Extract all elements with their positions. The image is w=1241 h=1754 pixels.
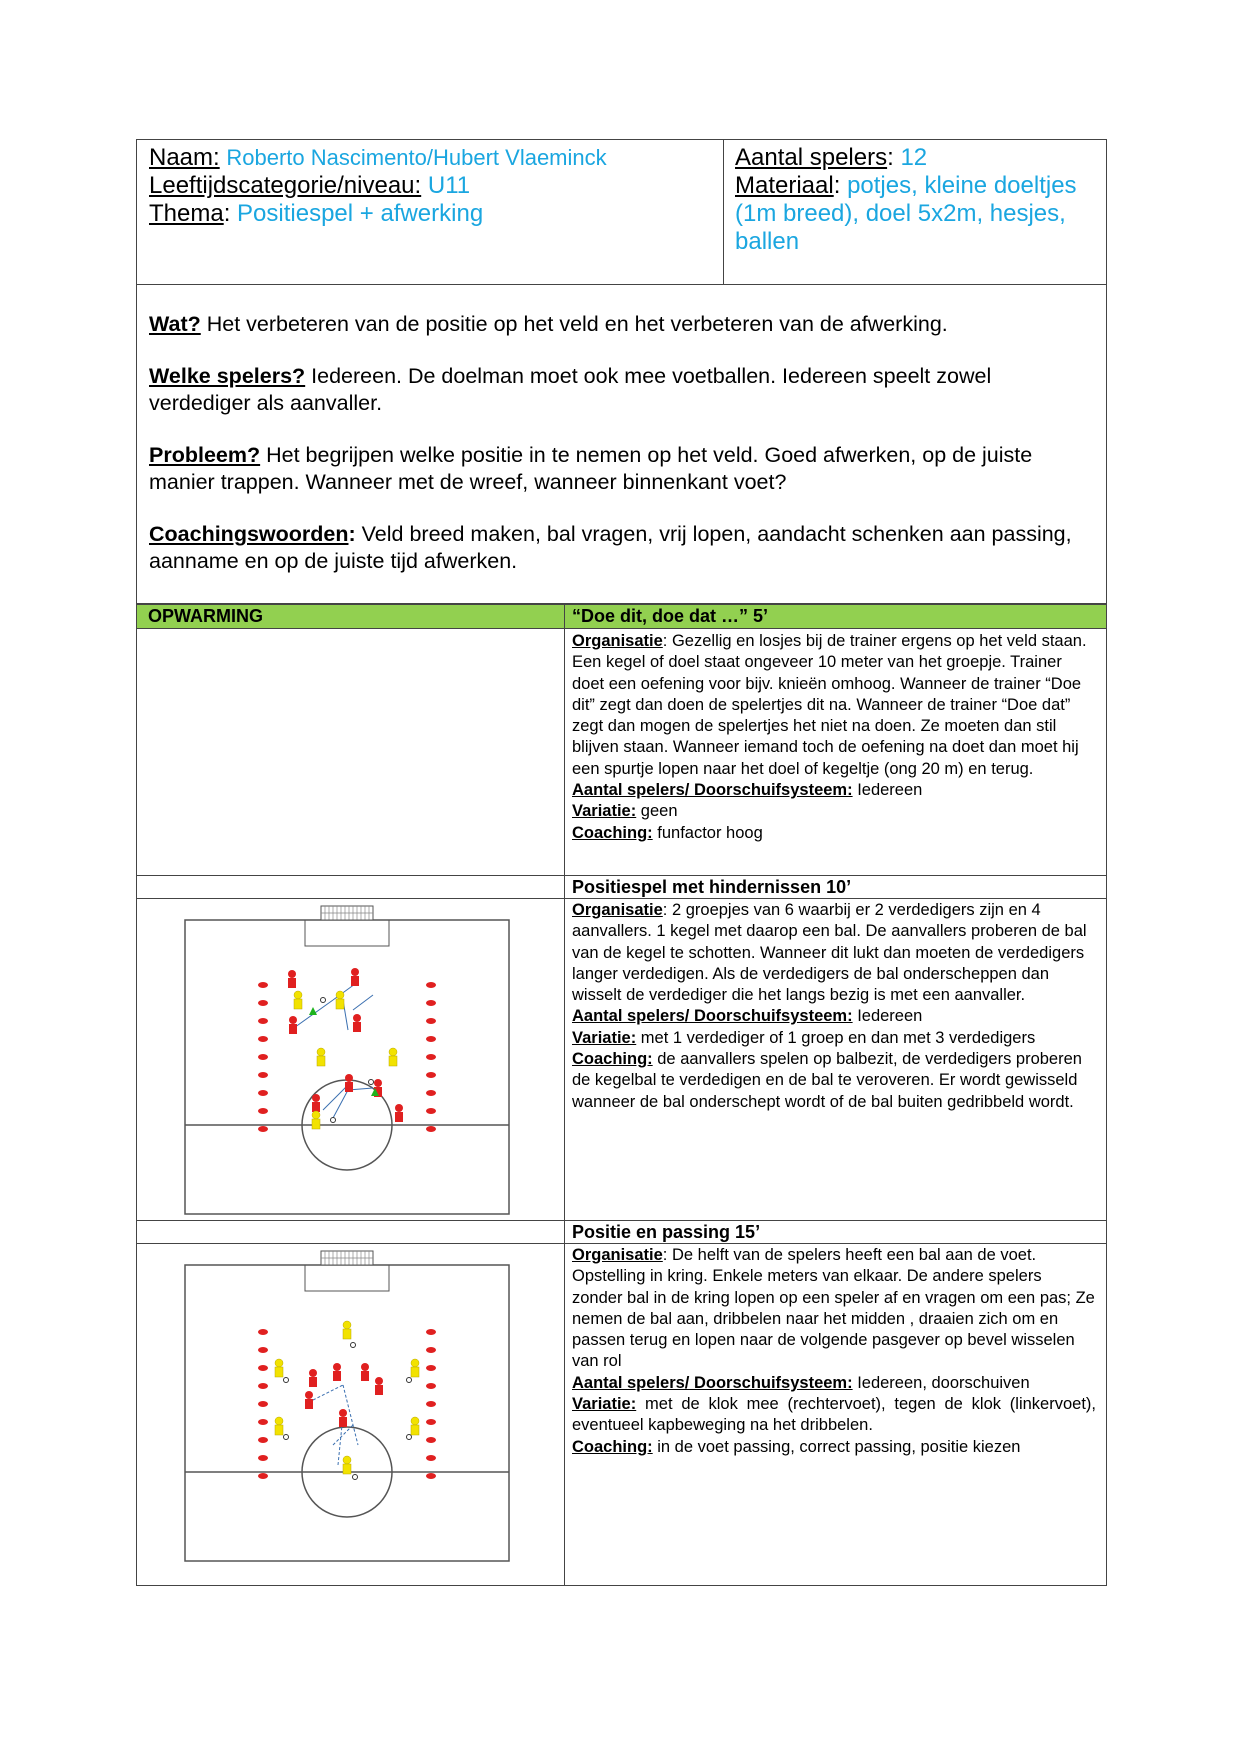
ex3-aantal-label: Aantal spelers/ Doorschuifsysteem: <box>572 1373 853 1392</box>
wat-label: Wat? <box>149 312 201 336</box>
ex3-coaching-label: Coaching: <box>572 1437 653 1456</box>
warmup-header-bar <box>137 605 1106 629</box>
pitch-diagram-positiespel <box>183 900 513 1218</box>
ex2-coaching-label: Coaching: <box>572 1050 653 1069</box>
materiaal-colon: : <box>833 172 841 199</box>
column-divider <box>564 605 565 1585</box>
probleem-text: Het begrijpen welke positie in te nemen op het veld. Goed afwerken, op de juiste manier trappen. Wanneer met de wreef, wanneer binnenkant voet? <box>149 443 1033 494</box>
coaching-text: Veld breed maken, bal vragen, vrij lopen, aandacht schenken aan passing, aanname en op de juiste tijd afwerken. <box>149 522 1072 573</box>
naam-label: Naam: <box>149 144 220 171</box>
thema-line <box>149 200 723 228</box>
warmup-aantal-text: Iedereen <box>852 781 923 800</box>
warmup-coaching-label: Coaching: <box>572 823 653 842</box>
welke-label: Welke spelers? <box>149 364 306 388</box>
ex3-variatie-text: met de klok mee (rechtervoet), tegen de klok (linkervoet), eventueel kapbeweging na het dribbelen. <box>572 1395 1096 1435</box>
spelers-label: Aantal spelers <box>735 144 888 171</box>
row-divider <box>137 898 1106 899</box>
ex2-aantal-text: Iedereen <box>852 1007 923 1026</box>
ex3-org-label: Organisatie <box>572 1246 663 1264</box>
thema-value: Positiespel + afwerking <box>237 200 484 227</box>
warmup-aantal-label: Aantal spelers/ Doorschuifsysteem: <box>572 781 853 800</box>
coaching-colon: : <box>348 522 356 546</box>
ex2-variatie-label: Variatie: <box>572 1028 637 1047</box>
naam-value: Roberto Nascimento/Hubert Vlaeminck <box>226 145 607 170</box>
welke-text: Iedereen. De doelman moet ook mee voetballen. Iedereen speelt zowel verdediger als aanvaller. <box>149 364 992 415</box>
ex2-coaching-text: de aanvallers spelen op balbezit, de verdedigers proberen de kegelbal te verdedigen en de bal te veroveren. Er wordt gewisseld wanneer de bal onderschept wordt of de bal buiten gedribbeld wordt. <box>572 1050 1082 1111</box>
pitch-diagram-passing <box>183 1245 513 1567</box>
warmup-variatie-text: geen <box>636 802 678 821</box>
materiaal-value: potjes, kleine doeltjes (1m breed), doel 5x2m, hesjes, ballen <box>735 172 1077 255</box>
ex3-aantal-text: Iedereen, doorschuiven <box>852 1373 1030 1392</box>
ex3-variatie-label: Variatie: <box>572 1395 637 1414</box>
coaching-paragraph <box>149 521 1094 575</box>
spelers-colon: : <box>887 144 894 171</box>
thema-colon: : <box>223 200 231 227</box>
warmup-org-text: : Gezellig en losjes bij de trainer ergens op het veld staan. Een kegel of doel staat ongeveer 10 meter van het groepje. Trainer doet een oefening voor bijv. knieën omhoog. Wanneer de trainer “Doe dit” zegt dan doen de spelertjes dit na. Wanneer de trainer “Doe dat” zegt dan mogen de spelertjes het niet na doen. Ze moeten dan stil blijven staan. Wanneer iemand toch de oefening na doet dan moet hij een spurtje lopen naar het doel of kegeltje (ong 20 m) en terug. <box>572 632 1087 778</box>
wat-text: Het verbeteren van de positie op het veld en het verbeteren van de afwerking. <box>206 312 948 336</box>
wat-paragraph <box>149 311 1094 338</box>
ex3-coaching-text: in de voet passing, correct passing, positie kiezen <box>652 1437 1021 1456</box>
leeftijd-label: Leeftijdscategorie/niveau: <box>149 172 422 199</box>
row-divider <box>137 875 1106 876</box>
cone-row-left <box>258 982 268 1132</box>
spelers-value: 12 <box>900 144 928 171</box>
exercise3-title: Positie en passing 15’ <box>572 1222 761 1242</box>
cone-row-right <box>426 982 436 1132</box>
ex2-variatie-text: met 1 verdediger of 1 groep en dan met 3 verdedigers <box>636 1028 1036 1047</box>
leeftijd-value: U11 <box>427 172 471 199</box>
naam-line <box>149 144 723 172</box>
spelers-line <box>735 144 1106 172</box>
warmup-label: OPWARMING <box>148 606 263 626</box>
cone-row-left <box>258 1329 268 1479</box>
welke-paragraph <box>149 363 1094 417</box>
ex2-org-text: : 2 groepjes van 6 waarbij er 2 verdedigers zijn en 4 aanvallers. 1 kegel met daarop een bal. De aanvallers proberen de bal van de kegel te schotten. Wanneer dit lukt dan moeten de verdedigers langer verdedigen. Als de verdedigers de bal onderscheppen dan wisselt de verdediger die het langs bezig is met een aanvaller. <box>572 901 1087 1005</box>
leeftijd-line <box>149 172 723 200</box>
warmup-org-label: Organisatie <box>572 632 663 650</box>
materiaal-line <box>735 172 1106 256</box>
header-left-cell <box>137 140 724 284</box>
ex2-org-label: Organisatie <box>572 901 663 919</box>
row-divider <box>137 1243 1106 1244</box>
ex2-aantal-label: Aantal spelers/ Doorschuifsysteem: <box>572 1007 853 1026</box>
coaching-label: Coachingswoorden <box>149 522 349 546</box>
intro-box <box>136 284 1107 604</box>
probleem-paragraph <box>149 442 1094 496</box>
warmup-description <box>572 631 1096 844</box>
cone-row-right <box>426 1329 436 1479</box>
exercise2-title: Positiespel met hindernissen 10’ <box>572 877 852 897</box>
header-table <box>136 139 1107 285</box>
warmup-coaching-text: funfactor hoog <box>652 823 763 842</box>
ex3-org-text: : De helft van de spelers heeft een bal aan de voet. Opstelling in kring. Enkele meters van elkaar. De andere spelers zonder bal in de kring lopen op een speler af en vragen om een pas; Ze nemen de bal aan, dribbelen naar het midden , draaien zich om en passen terug en lopen naar de volgende pasgever op bevel wisselen van rol <box>572 1246 1095 1371</box>
row-divider <box>137 1220 1106 1221</box>
probleem-label: Probleem? <box>149 443 261 467</box>
header-right-cell <box>724 140 1106 284</box>
materiaal-label: Materiaal <box>735 172 834 199</box>
thema-label: Thema <box>149 200 224 227</box>
exercise3-description <box>572 1245 1096 1458</box>
warmup-variatie-label: Variatie: <box>572 802 637 821</box>
warmup-title: “Doe dit, doe dat …” 5’ <box>572 606 769 626</box>
exercise-table <box>136 604 1107 1586</box>
exercise2-description <box>572 900 1096 1113</box>
